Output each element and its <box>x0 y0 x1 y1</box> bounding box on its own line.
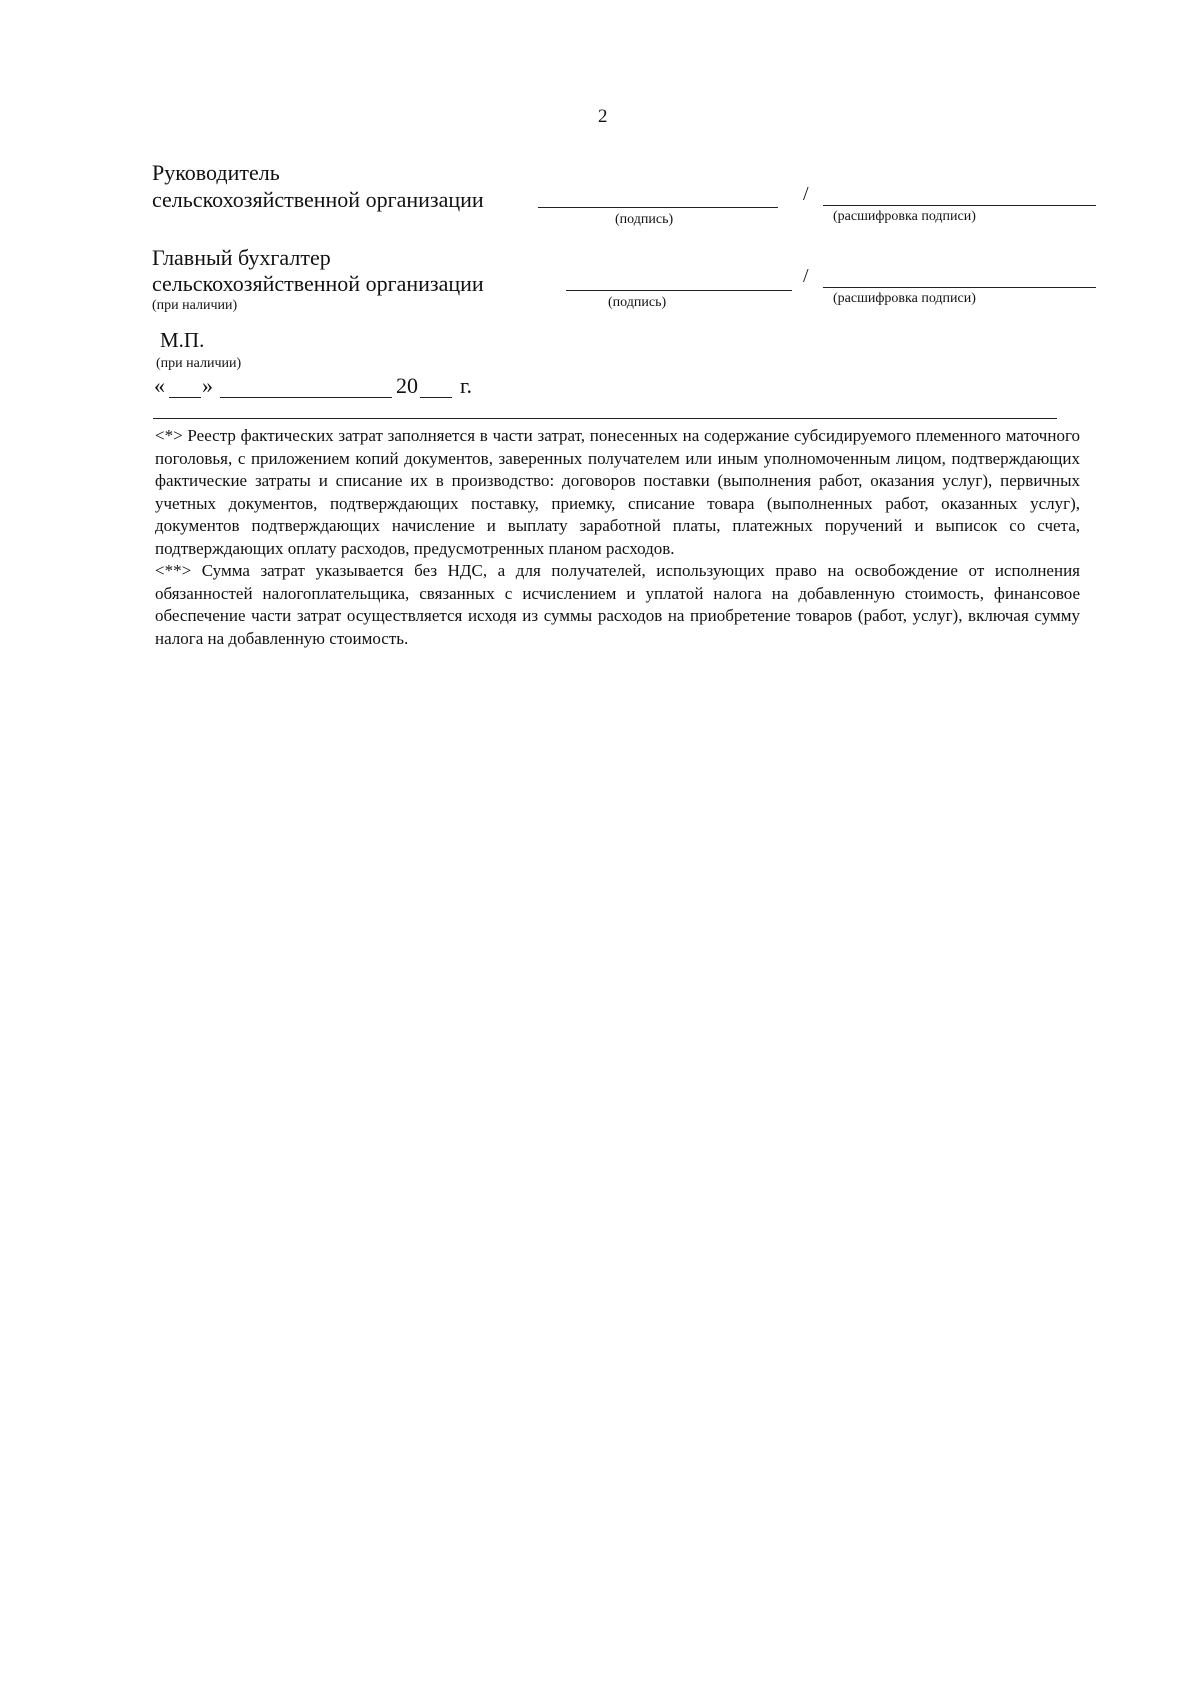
accountant-role-line1: Главный бухгалтер <box>152 245 331 270</box>
head-decryption-caption: (расшифровка подписи) <box>833 209 976 224</box>
accountant-separator: / <box>803 265 809 287</box>
date-open-quote: « <box>154 373 165 398</box>
head-role-line2: сельскохозяйственной организации <box>152 187 484 212</box>
footnote-1: <*> Реестр фактических затрат заполняется в части затрат, понесенных на содержание субсидируемого племенного маточного поголовья, с приложением копий документов, заверенных получателем или иным уполномоченным лицом, подтверждающих фактические затраты и списание их в производство: договоров поставки (выполнения работ, оказания услуг), первичных учетных документов, подтверждающих поставку, приемку, списание товара (выполненных работ, оказанных услуг), документов подтверждающих начисление и выплату заработной платы, платежных поручений и выписок со счета, подтверждающих оплату расходов, предусмотренных планом расходов. <box>155 426 1080 558</box>
accountant-role-line2: сельскохозяйственной организации <box>152 271 484 296</box>
date-close-quote: » <box>202 373 213 398</box>
stamp-label: М.П. <box>160 328 205 352</box>
footnote-2: <**> Сумма затрат указывается без НДС, а для получателей, использующих право на освобождение от исполнения обязанностей налогоплательщика, связанных с исчислением и уплатой налога на добавленную стоимость, финансовое обеспечение части затрат осуществляется исходя из суммы расходов на приобретение товаров (работ, услуг), включая сумму налога на добавленную стоимость. <box>155 561 1080 648</box>
footnotes <box>155 425 1080 650</box>
date-year-line <box>420 397 452 398</box>
date-row <box>154 373 494 403</box>
accountant-signature-line <box>566 290 792 291</box>
date-year-prefix: 20 <box>396 373 418 398</box>
date-year-suffix: г. <box>460 373 473 398</box>
head-signature-line <box>538 207 778 208</box>
footnote-separator <box>153 418 1057 419</box>
accountant-decryption-line <box>823 287 1096 288</box>
accountant-decryption-caption: (расшифровка подписи) <box>833 291 976 306</box>
accountant-note: (при наличии) <box>152 298 238 313</box>
accountant-signature-caption: (подпись) <box>608 295 667 310</box>
stamp-note: (при наличии) <box>156 356 242 371</box>
date-day-line <box>169 397 201 398</box>
head-separator: / <box>803 183 809 205</box>
head-signature-caption: (подпись) <box>615 212 674 227</box>
date-month-line <box>220 397 392 398</box>
page-number: 2 <box>598 106 608 127</box>
head-role-line1: Руководитель <box>152 160 280 185</box>
head-decryption-line <box>823 205 1096 206</box>
